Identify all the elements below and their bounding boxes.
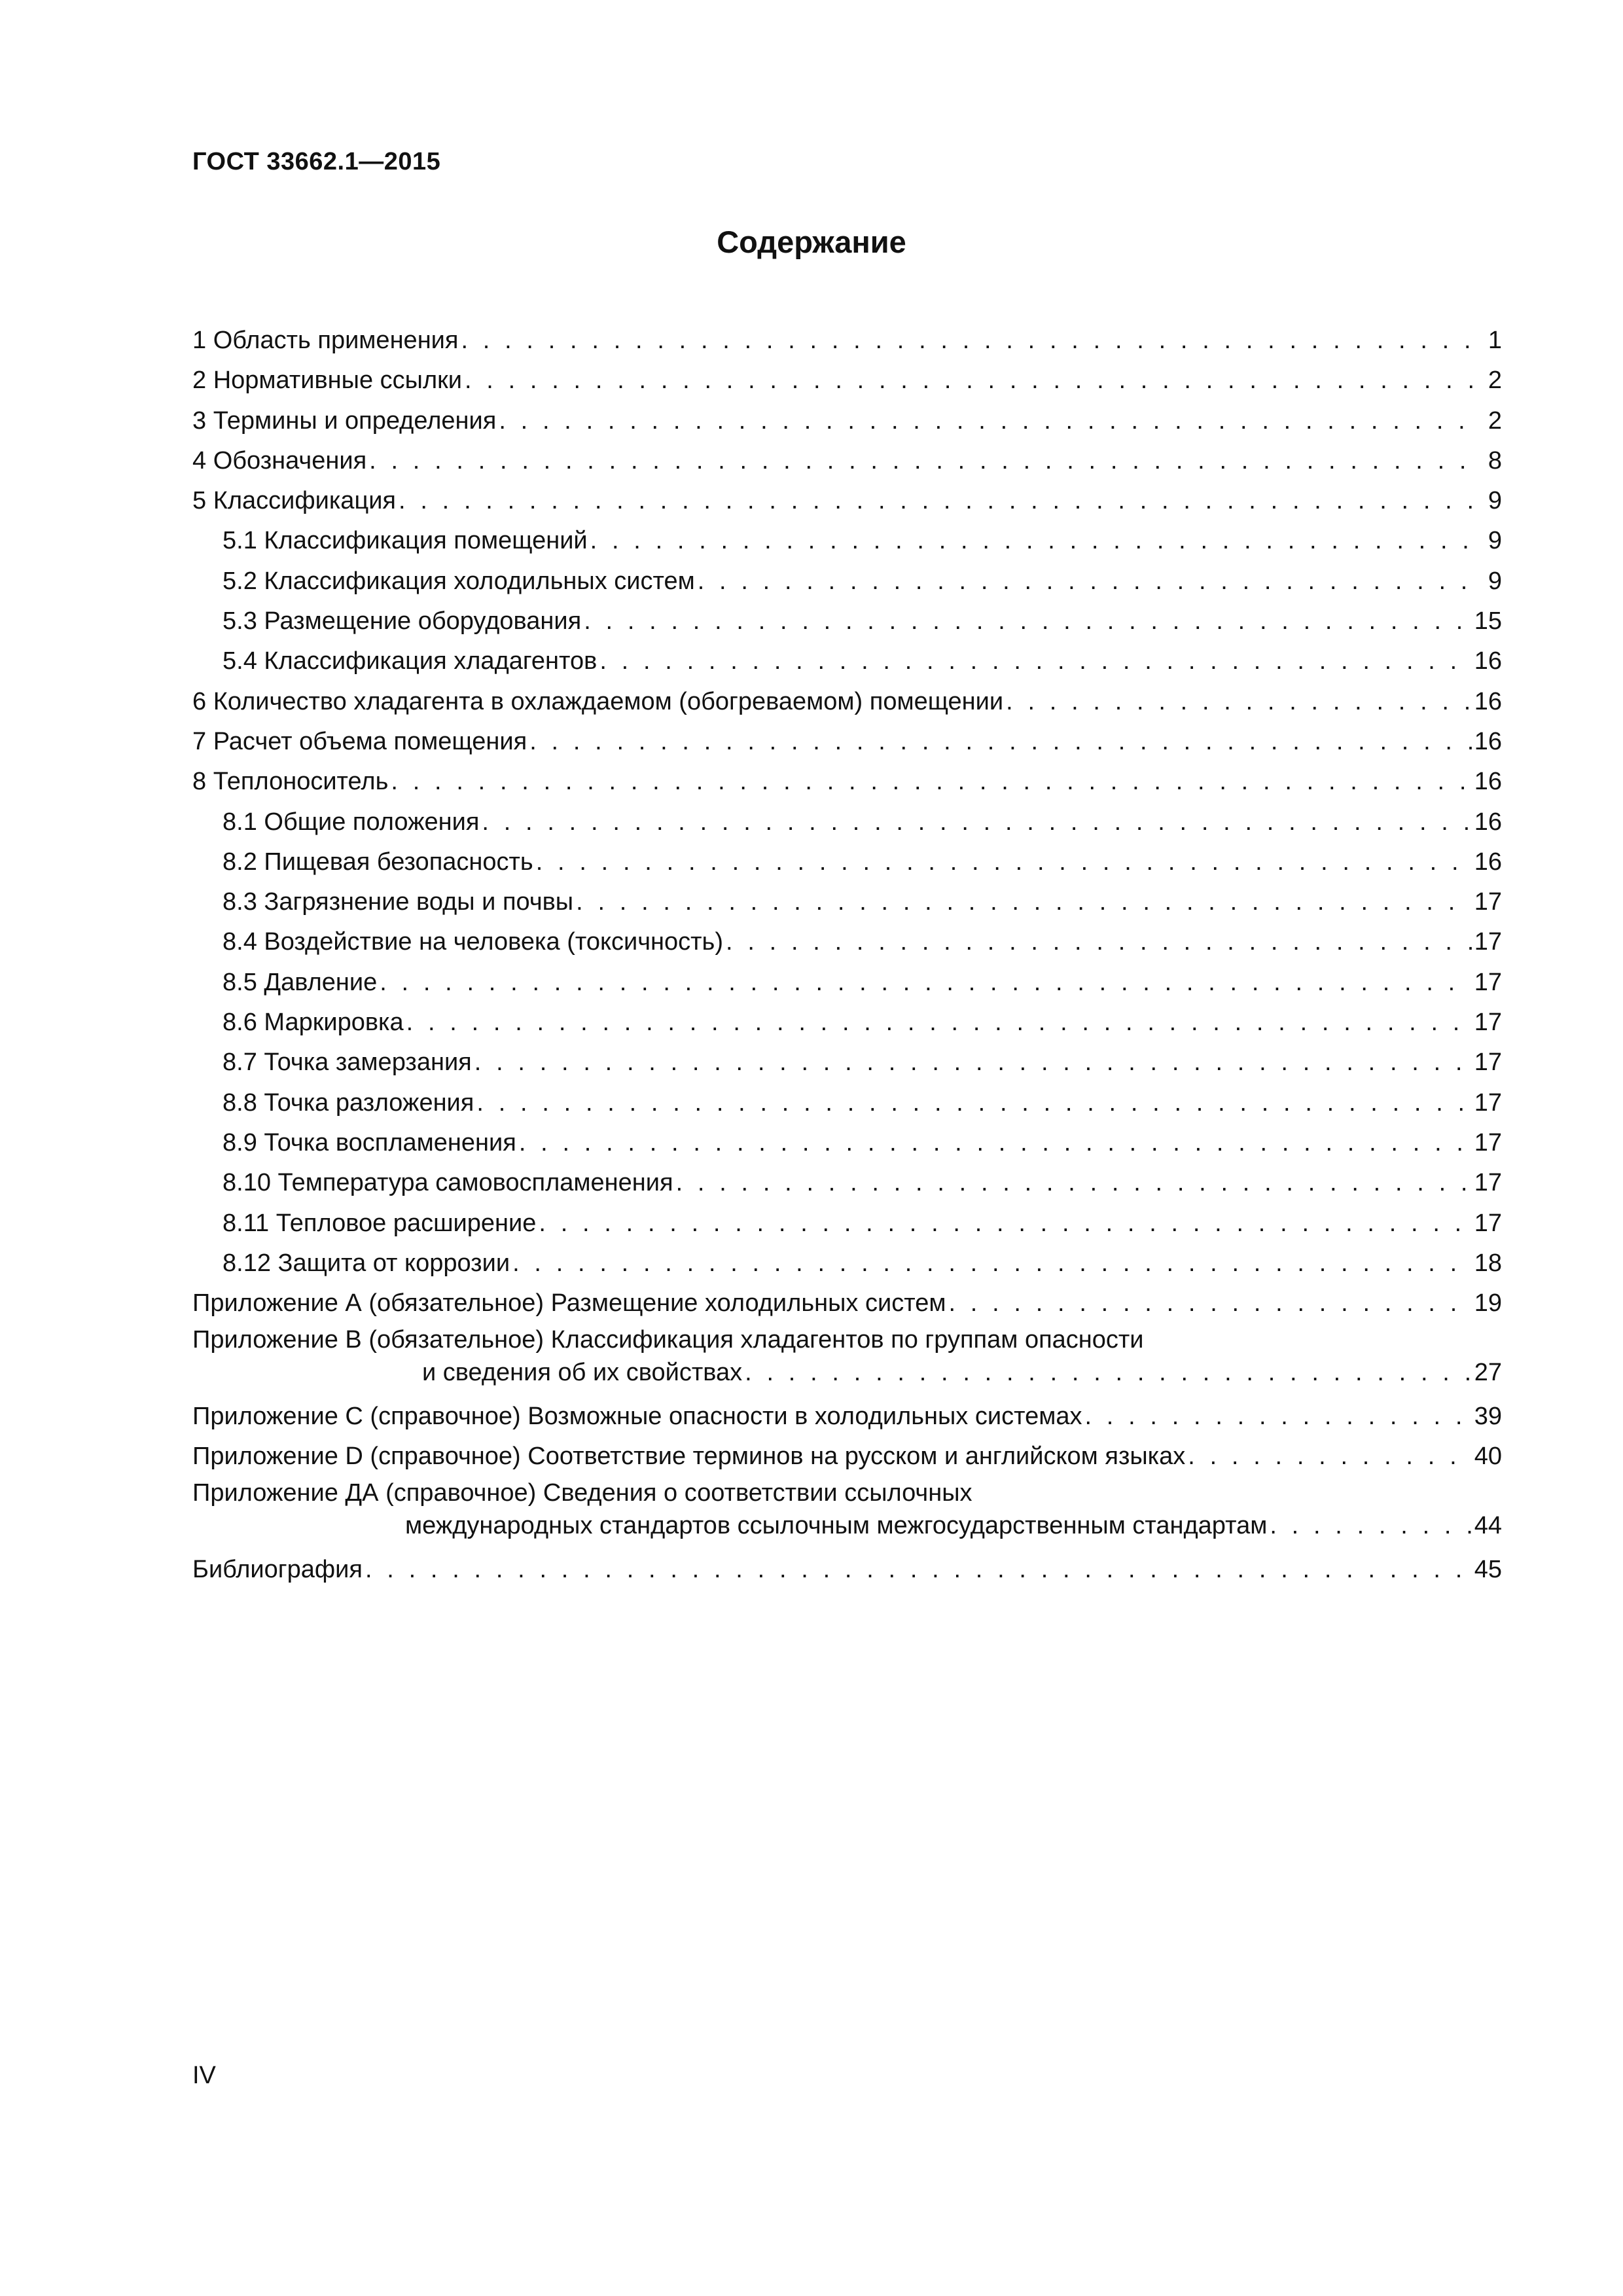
toc-page-number: 9 [1488,567,1502,595]
toc-entry-label: 2 Нормативные ссылки [192,367,462,395]
dot-leader [365,1550,1472,1590]
toc-page-number: 16 [1474,687,1502,715]
toc-entry-label-continued: и сведения об их свойствах [422,1359,743,1387]
toc-page-number: 40 [1474,1443,1502,1471]
dot-leader [474,1043,1472,1083]
toc-entry-label: 8.6 Маркировка [223,1009,404,1037]
toc-entry-label: 7 Расчет объема помещения [192,727,527,755]
toc-page-number: 17 [1474,1128,1502,1157]
toc-entry-label: 6 Количество хладагента в охлаждаемом (обогреваемом) помещении [192,687,1004,715]
toc-page-number: 2 [1488,406,1502,435]
dot-leader [536,842,1472,882]
toc-page-number: 17 [1474,1169,1502,1197]
toc-entry-label: Приложение С (справочное) Возможные опасности в холодильных системах [192,1402,1082,1430]
toc-entry-refrigerant-quantity[interactable] [192,682,1502,722]
toc-entry-8-3[interactable] [192,882,1502,922]
toc-entry-5-3[interactable] [192,601,1502,641]
toc-entry-label: 8.2 Пищевая безопасность [223,848,533,876]
dot-leader [519,1123,1472,1163]
document-id: ГОСТ 33662.1—2015 [192,148,441,175]
toc-entry-8-6[interactable] [192,1003,1502,1043]
toc-entry-continuation [192,1509,1502,1549]
dot-leader [406,1003,1472,1043]
dot-leader [399,481,1473,521]
toc-entry-scope[interactable] [192,321,1502,361]
dot-leader [1084,1397,1471,1437]
toc-entry-8-4[interactable] [192,922,1502,962]
toc-entry-appendix-b[interactable] [192,1323,1502,1396]
dot-leader [745,1356,1472,1389]
toc-entry-appendix-d[interactable] [192,1437,1502,1477]
dot-leader [539,1204,1471,1244]
page-number: IV [192,2062,216,2089]
toc-entry-label: Приложение А (обязательное) Размещение холодильных систем [192,1289,946,1318]
dot-leader [1006,682,1472,722]
toc-entry-label: 8 Теплоноситель [192,768,389,796]
toc-entry-8-2[interactable] [192,842,1502,882]
toc-entry-label: 8.7 Точка замерзания [223,1049,472,1077]
toc-page-number: 16 [1474,808,1502,836]
toc-page-number: 16 [1474,727,1502,755]
toc-entry-label: 5 Классификация [192,487,397,515]
toc-entry-bibliography[interactable] [192,1550,1502,1590]
toc-page-number: 17 [1474,928,1502,956]
dot-leader [465,361,1473,401]
toc-entry-label-continued: международных стандартов ссылочным межгосударственным стандартам [405,1512,1268,1540]
toc-entry-label: Приложение В (обязательное) Классификация хладагентов по группам опасности [192,1326,1144,1354]
toc-entry-heat-carrier[interactable] [192,762,1502,802]
dot-leader [584,601,1472,641]
toc-entry-symbols[interactable] [192,441,1502,481]
dot-leader [482,802,1471,842]
toc-entry-label: 5.3 Размещение оборудования [223,607,582,636]
toc-entry-label: 8.10 Температура самовоспламенения [223,1169,673,1197]
toc-entry-classification[interactable] [192,481,1502,521]
dot-leader [529,722,1472,762]
toc-entry-label: Приложение ДА (справочное) Сведения о соответствии ссылочных [192,1479,972,1507]
dot-leader [1188,1437,1471,1477]
toc-entry-label: 8.12 Защита от коррозии [223,1249,510,1277]
page-title: Содержание [717,224,906,259]
toc-entry-5-1[interactable] [192,521,1502,561]
toc-entry-8-1[interactable] [192,802,1502,842]
dot-leader [512,1244,1472,1283]
toc-page-number: 44 [1474,1512,1502,1540]
toc-page-number: 15 [1474,607,1502,636]
toc-entry-appendix-c[interactable] [192,1397,1502,1437]
toc-entry-label: 5.2 Классификация холодильных систем [223,567,695,595]
toc-page-number: 8 [1488,446,1502,475]
toc-entry-label: 8.5 Давление [223,968,378,996]
toc-entry-8-12[interactable] [192,1244,1502,1283]
toc-entry-8-7[interactable] [192,1043,1502,1083]
toc-page-number: 17 [1474,1209,1502,1237]
toc-entry-label: 4 Обозначения [192,446,367,475]
toc-entry-label: 8.3 Загрязнение воды и почвы [223,888,574,916]
dot-leader [1270,1509,1471,1542]
toc-entry-label: 3 Термины и определения [192,406,497,435]
dot-leader [599,641,1471,681]
toc-page-number: 9 [1488,487,1502,515]
toc-page-number: 17 [1474,1009,1502,1037]
toc-entry-label: 8.11 Тепловое расширение [223,1209,537,1237]
toc-entry-5-4[interactable] [192,641,1502,681]
toc-page-number: 27 [1474,1359,1502,1387]
toc-entry-8-9[interactable] [192,1123,1502,1163]
dot-leader [590,521,1473,561]
toc-entry-8-10[interactable] [192,1163,1502,1203]
toc-entry-label: 8.9 Точка воспламенения [223,1128,516,1157]
toc-page-number: 17 [1474,1049,1502,1077]
toc-page-number: 17 [1474,1088,1502,1117]
toc-entry-terms-definitions[interactable] [192,401,1502,441]
toc-page-number: 18 [1474,1249,1502,1277]
dot-leader [698,562,1473,601]
toc-entry-label: 1 Область применения [192,327,459,354]
toc-page-number: 45 [1474,1555,1502,1583]
toc-page-number: 17 [1474,888,1502,916]
toc-entry-label: Библиография [192,1555,363,1583]
toc-page-number: 16 [1474,848,1502,876]
table-of-contents [192,321,1502,1590]
toc-page-number: 16 [1474,647,1502,675]
toc-entry-room-volume[interactable] [192,722,1502,762]
toc-page-number: 9 [1488,527,1502,555]
dot-leader [369,441,1473,481]
toc-entry-label: 8.1 Общие положения [223,808,480,836]
toc-page-number: 1 [1488,327,1502,354]
dot-leader [726,922,1472,962]
toc-page-number: 2 [1488,367,1502,395]
toc-entry-appendix-a[interactable] [192,1283,1502,1323]
dot-leader [499,401,1473,441]
toc-entry-label: 5.1 Классификация помещений [223,527,588,555]
toc-entry-8-5[interactable] [192,963,1502,1003]
toc-entry-5-2[interactable] [192,562,1502,601]
toc-page-number: 17 [1474,968,1502,996]
dot-leader [391,762,1471,802]
toc-page-number: 39 [1474,1402,1502,1430]
toc-page-number: 16 [1474,768,1502,796]
toc-entry-label: 8.8 Точка разложения [223,1088,474,1117]
toc-entry-continuation [192,1356,1502,1396]
toc-entry-8-11[interactable] [192,1204,1502,1244]
dot-leader [380,963,1471,1003]
toc-entry-label: Приложение D (справочное) Соответствие терминов на русском и английском языках [192,1443,1186,1471]
dot-leader [948,1283,1471,1323]
toc-entry-label: 8.4 Воздействие на человека (токсичность) [223,928,724,956]
toc-entry-normative-references[interactable] [192,361,1502,401]
toc-entry-8-8[interactable] [192,1083,1502,1123]
dot-leader [461,321,1473,361]
dot-leader [576,882,1472,922]
toc-entry-appendix-da[interactable] [192,1477,1502,1549]
toc-page-number: 19 [1474,1289,1502,1318]
dot-leader [676,1163,1472,1203]
dot-leader [476,1083,1471,1123]
toc-entry-label: 5.4 Классификация хладагентов [223,647,597,675]
